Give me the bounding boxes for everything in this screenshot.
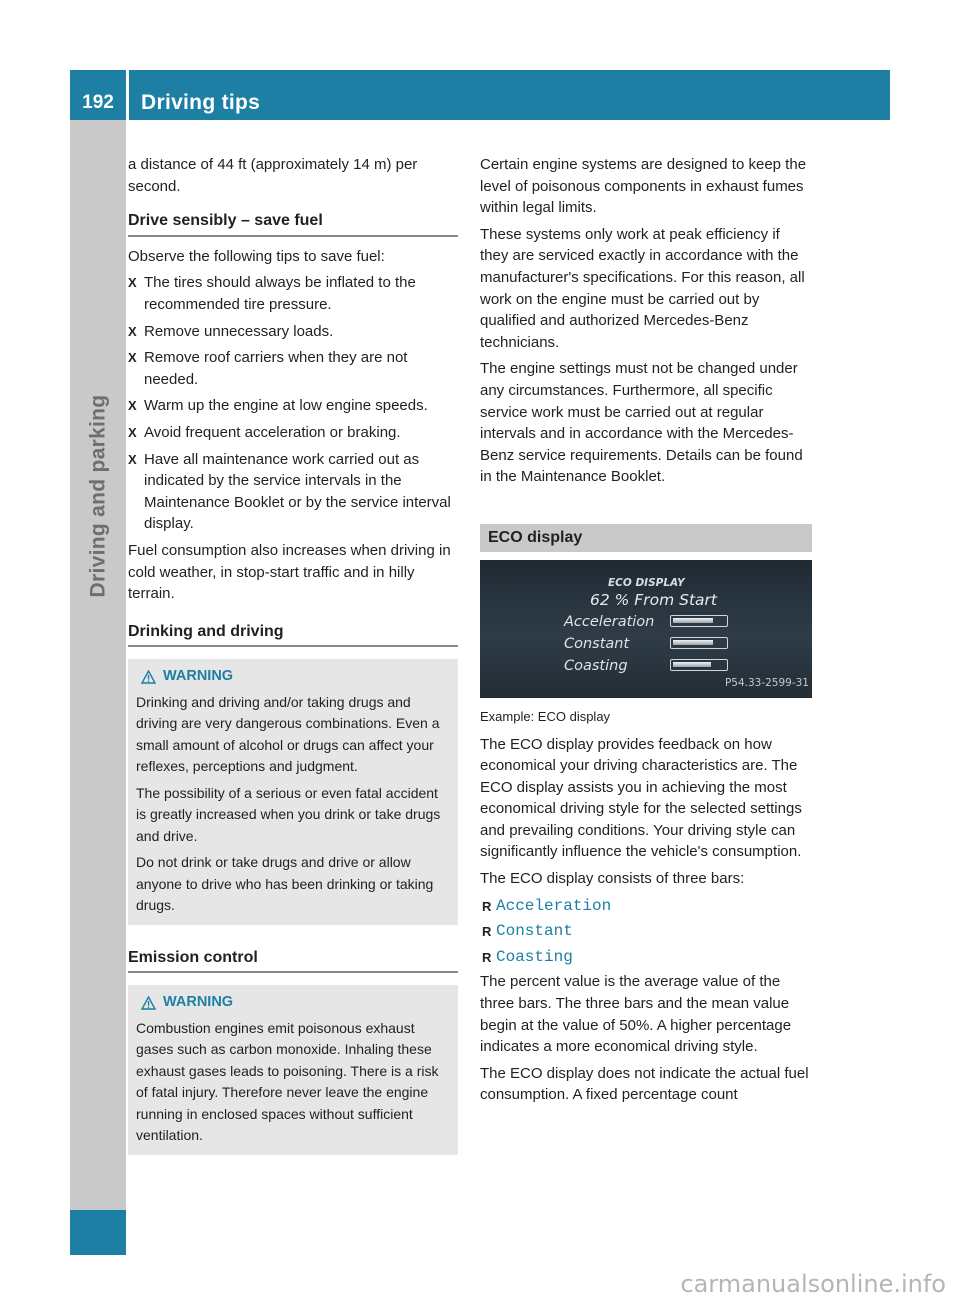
body-text: The engine settings must not be changed under any circumstances. Furthermore, all specific service work must be carried out at regular intervals and in accordance with the Mercedes-Benz service requirements. Details can be found in the Maintenance Booklet. <box>480 360 803 486</box>
bullet-icon: R <box>482 924 492 940</box>
bar-link-coasting[interactable]: Coasting <box>496 947 573 966</box>
side-bar <box>70 120 126 1210</box>
body-text: Certain engine systems are designed to keep the level of poisonous components in exhaust fumes within legal limits. <box>480 156 807 217</box>
left-column <box>128 154 458 1170</box>
drinking-heading: Drinking and driving <box>128 621 458 648</box>
eco-bar-fill <box>673 640 713 645</box>
eco-display-label: ECO DISPLAY <box>608 576 685 589</box>
warning-box-emission <box>128 985 458 1155</box>
side-tab <box>70 1210 126 1255</box>
warning-text: Combustion engines emit poisonous exhaust gases such as carbon monoxide. Inhaling these exhaust gases leads to poisoning. There is a risk of fatal injury. Therefore never leave the engine running in enclosed spaces without sufficient ventilation. <box>136 1019 439 1144</box>
arrow-icon: X <box>128 398 137 414</box>
bars-list <box>480 895 812 969</box>
arrow-icon: X <box>128 451 137 467</box>
page-title: Driving tips <box>141 91 261 114</box>
eco-row-label: Acceleration <box>564 613 655 630</box>
warning-triangle-icon <box>141 670 156 684</box>
eco-display-image <box>480 560 812 698</box>
list-item: X The tires should always be inflated to the recommended tire pressure. <box>128 274 416 313</box>
watermark: carmanualsonline.info <box>680 1270 946 1298</box>
body-text: These systems only work at peak efficiency if they are serviced exactly in accordance with the manufacturer's specifications. For this reason, all work on the engine must be carried out by qualified and authorized Mercedes-Benz technicians. <box>480 225 805 351</box>
save-fuel-intro: Observe the following tips to save fuel: <box>128 247 385 265</box>
eco-bar-acceleration <box>670 615 728 627</box>
body-text: The ECO display provides feedback on how economical your driving characteristics are. The ECO display assists you in achieving the most economical driving style for the selected settings and prevailing conditions. Your driving style can significantly influence the vehicle's consumption. <box>480 735 802 861</box>
side-section-title <box>80 394 116 598</box>
warning-box-drinking <box>128 659 458 925</box>
eco-row-label: Constant <box>564 635 630 652</box>
fuel-note: Fuel consumption also increases when driving in cold weather, in stop-start traffic and in hilly terrain. <box>128 541 451 603</box>
eco-bar-fill <box>673 662 711 667</box>
list-item <box>480 895 812 918</box>
warning-triangle-icon <box>141 996 156 1010</box>
list-item: X Warm up the engine at low engine speeds. <box>128 395 458 417</box>
warning-text: Do not drink or take drugs and drive or allow anyone to drive who has been drinking or taking drugs. <box>136 854 434 914</box>
list-item: X Avoid frequent acceleration or braking. <box>128 422 458 444</box>
image-caption: Example: ECO display <box>480 708 611 724</box>
warning-text: Drinking and driving and/or taking drugs and driving are very dangerous combinations. Even a small amount of alcohol or drugs can affect your reflexes, perceptions and judgment. <box>136 693 440 775</box>
save-fuel-heading: Drive sensibly – save fuel <box>128 210 458 237</box>
eco-bar-constant <box>670 637 728 649</box>
right-column <box>480 154 812 1111</box>
header-divider <box>126 70 129 120</box>
fuel-tips-list <box>128 272 458 535</box>
intro-text: a distance of 44 ft (approximately 14 m) per second. <box>128 156 418 195</box>
eco-row-label: Coasting <box>564 657 628 674</box>
warning-title: WARNING <box>136 666 451 688</box>
body-text: The percent value is the average value of the three bars. The three bars and the mean value begin at the value of 50%. A higher percentage indicates a more economical driving style. <box>480 973 792 1056</box>
bar-link-acceleration[interactable]: Acceleration <box>496 896 612 915</box>
side-section-label: Driving and parking <box>86 394 109 598</box>
list-item: X Remove unnecessary loads. <box>128 321 458 343</box>
warning-title: WARNING <box>136 992 451 1014</box>
image-code: P54.33-2599-31 <box>724 677 809 690</box>
eco-display-heading: ECO display <box>480 524 812 552</box>
body-text: The ECO display consists of three bars: <box>480 870 745 888</box>
list-item: X Remove roof carriers when they are not needed. <box>128 349 408 388</box>
list-item <box>480 920 812 943</box>
eco-bar-fill <box>673 618 713 623</box>
eco-percent: 62 % From Start <box>590 590 717 609</box>
emission-heading: Emission control <box>128 947 458 974</box>
page-number: 192 <box>82 92 114 113</box>
eco-bar-coasting <box>670 659 728 671</box>
bullet-icon: R <box>482 898 492 914</box>
bar-link-constant[interactable]: Constant <box>496 922 573 941</box>
body-text: The ECO display does not indicate the actual fuel consumption. A fixed percentage count <box>480 1064 809 1104</box>
list-item <box>480 946 812 969</box>
arrow-icon: X <box>128 424 137 440</box>
bullet-icon: R <box>482 949 492 965</box>
arrow-icon: X <box>128 350 137 366</box>
arrow-icon: X <box>128 323 137 339</box>
list-item: X Have all maintenance work carried out as indicated by the service intervals in the Maintenance Booklet or by the service interval display. <box>128 450 451 533</box>
warning-text: The possibility of a serious or even fatal accident is greatly increased when you drink or take drugs and drive. <box>136 784 441 844</box>
arrow-icon: X <box>128 275 137 291</box>
